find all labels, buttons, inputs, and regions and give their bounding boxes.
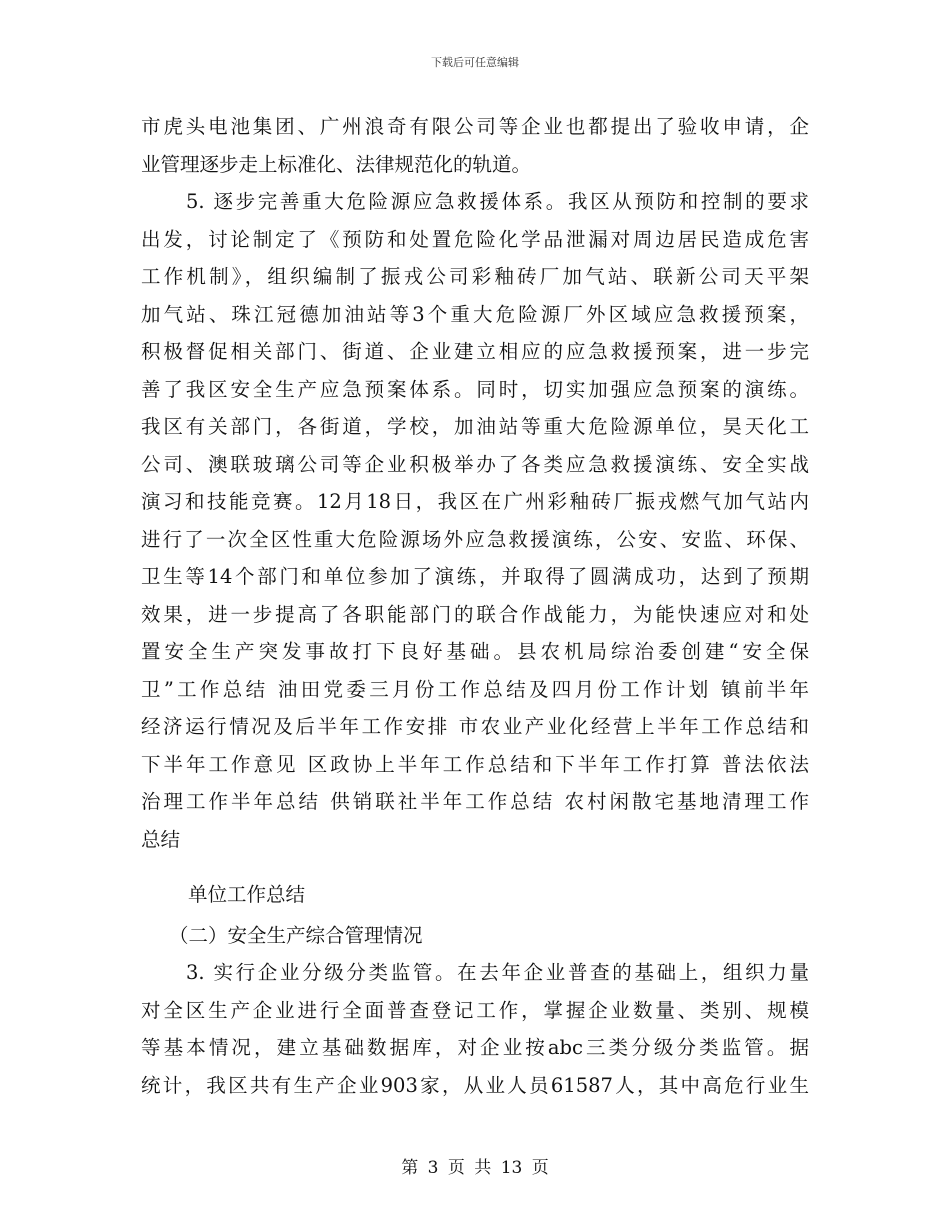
text-line: 演习和技能竞赛。12月18日，我区在广州彩釉砖厂振戎燃气加气站内 xyxy=(141,490,809,513)
text-line: 公司、澳联玻璃公司等企业积极举办了各类应急救援演练、安全实战 xyxy=(141,452,809,476)
text-line: 卫生等14个部门和单位参加了演练，并取得了圆满成功，达到了预期 xyxy=(141,565,809,588)
text-line: 等基本情况，建立基础数据库，对企业按abc三类分级分类监管。据 xyxy=(141,1036,809,1059)
text-line: 工作机制》，组织编制了振戎公司彩釉砖厂加气站、联新公司天平架 xyxy=(141,265,809,288)
text-line: 置安全生产突发事故打下良好基础。县农机局综治委创建“安全保 xyxy=(141,640,809,663)
text-line: 加气站、珠江冠德加油站等3个重大危险源厂外区域应急救援预案， xyxy=(141,302,809,326)
section-block xyxy=(141,876,809,1104)
subsection-title: （二）安全生产综合管理情况 xyxy=(169,923,423,947)
page-number-footer: 第 3 页 共 13 页 xyxy=(401,1158,549,1178)
section-title: 单位工作总结 xyxy=(188,883,306,906)
text-line: 进行了一次全区性重大危险源场外应急救援演练，公安、安监、环保、 xyxy=(141,527,809,551)
text-line: 我区有关部门，各街道，学校，加油站等重大危险源单位，昊天化工 xyxy=(141,415,809,438)
text-line: 积极督促相关部门、街道、企业建立相应的应急救援预案，进一步完 xyxy=(141,340,809,363)
text-line: 业管理逐步走上标准化、法律规范化的轨道。 xyxy=(141,152,532,176)
text-line: 总结 xyxy=(141,827,181,851)
text-line: 3. 实行企业分级分类监管。在去年企业普查的基础上，组织力量 xyxy=(186,961,809,984)
text-line: 效果，进一步提高了各职能部门的联合作战能力，为能快速应对和处 xyxy=(141,602,809,626)
text-line: 5. 逐步完善重大危险源应急救援体系。我区从预防和控制的要求 xyxy=(186,190,809,213)
document-body-paragraphs xyxy=(141,108,809,858)
text-line: 经济运行情况及后半年工作安排 市农业产业化经营上半年工作总结和 xyxy=(141,715,809,738)
text-line: 卫”工作总结 油田党委三月份工作总结及四月份工作计划 镇前半年 xyxy=(141,677,809,701)
text-line: 统计，我区共有生产企业903家，从业人员61587人，其中高危行业生 xyxy=(141,1073,809,1097)
page-header: 下载后可任意编辑 xyxy=(431,56,519,69)
text-line: 市虎头电池集团、广州浪奇有限公司等企业也都提出了验收申请，企 xyxy=(141,115,809,138)
text-line: 对全区生产企业进行全面普查登记工作，掌握企业数量、类别、规模 xyxy=(141,998,809,1022)
text-line: 下半年工作意见 区政协上半年工作总结和下半年工作打算 普法依法 xyxy=(141,752,809,776)
text-line: 出发，讨论制定了《预防和处置危险化学品泄漏对周边居民造成危害 xyxy=(141,227,809,251)
text-line: 治理工作半年总结 供销联社半年工作总结 农村闲散宅基地清理工作 xyxy=(141,790,809,813)
text-line: 善了我区安全生产应急预案体系。同时，切实加强应急预案的演练。 xyxy=(141,377,809,401)
